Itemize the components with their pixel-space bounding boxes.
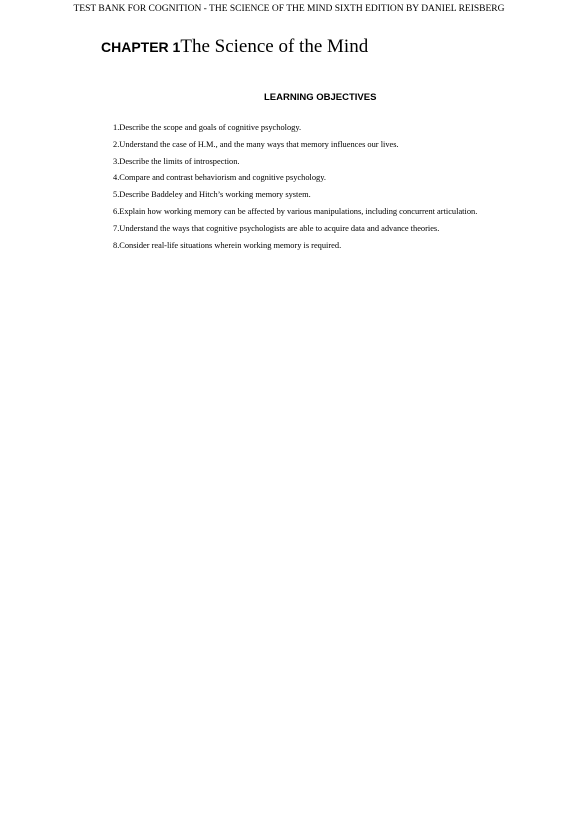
objective-text: Compare and contrast behaviorism and cognitive psychology. <box>119 173 326 183</box>
objective-number: 6. <box>113 206 120 216</box>
objective-item <box>113 204 477 221</box>
objective-number: 3. <box>113 156 120 166</box>
chapter-heading <box>101 35 368 60</box>
objective-item <box>113 170 477 187</box>
objective-text: Consider real-life situations wherein working memory is required. <box>119 240 342 250</box>
learning-objectives-list <box>113 120 477 254</box>
objective-number: 4. <box>113 173 120 183</box>
objective-number: 2. <box>113 139 120 149</box>
objective-text: Understand the ways that cognitive psychologists are able to acquire data and advance theories. <box>119 223 440 233</box>
objective-item <box>113 137 477 154</box>
objective-text: Explain how working memory can be affected by various manipulations, including concurrent articulation. <box>119 206 478 216</box>
section-title: LEARNING OBJECTIVES <box>264 92 377 103</box>
objective-item <box>113 120 477 137</box>
running-header: TEST BANK FOR COGNITION - THE SCIENCE OF THE MIND SIXTH EDITION BY DANIEL REISBERG <box>73 4 505 14</box>
objective-item <box>113 221 477 238</box>
chapter-title: The Science of the Mind <box>180 36 369 57</box>
objective-text: Describe the limits of introspection. <box>119 156 240 166</box>
objective-number: 5. <box>113 190 120 200</box>
objective-text: Describe the scope and goals of cognitive psychology. <box>119 123 302 132</box>
objective-number: 8. <box>113 240 120 250</box>
objective-text: Describe Baddeley and Hitch’s working memory system. <box>119 190 311 200</box>
objective-item <box>113 187 477 204</box>
objective-item <box>113 238 477 255</box>
objective-number: 7. <box>113 223 120 233</box>
objective-item <box>113 154 477 171</box>
objective-number: 1. <box>113 123 120 132</box>
chapter-label: CHAPTER 1 <box>101 39 181 55</box>
objective-text: Understand the case of H.M., and the many ways that memory influences our lives. <box>119 139 399 149</box>
